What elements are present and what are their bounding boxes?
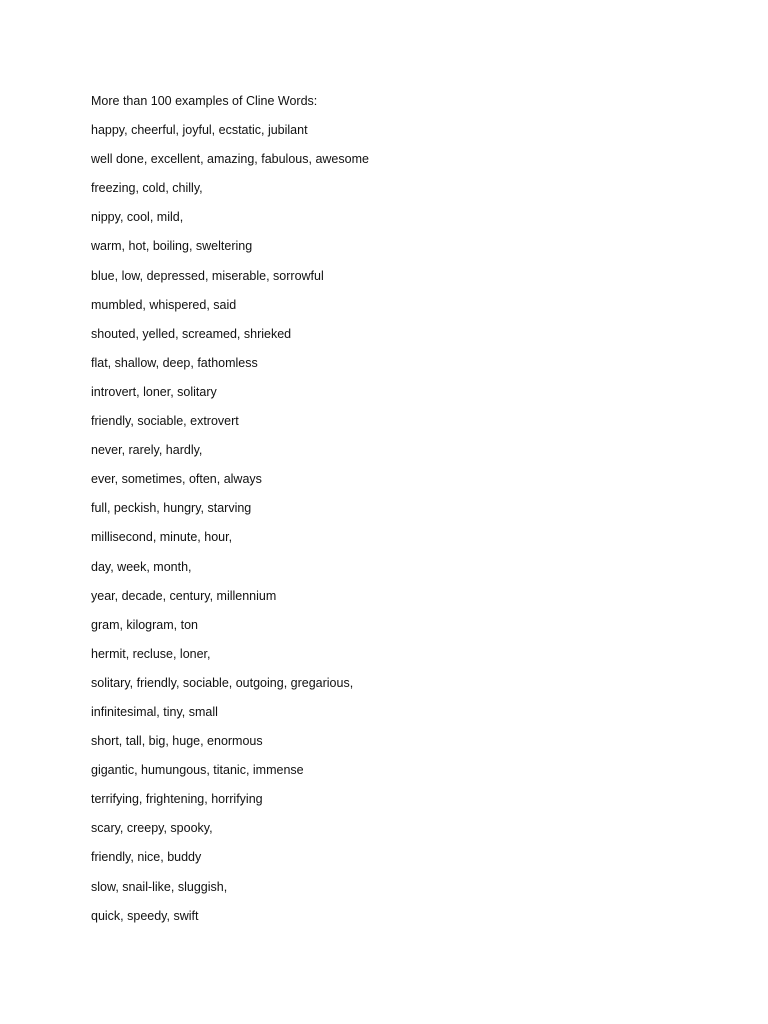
word-list-line: day, week, month, bbox=[91, 559, 192, 574]
word-list-line: scary, creepy, spooky, bbox=[91, 821, 213, 836]
word-list-line: well done, excellent, amazing, fabulous, awesome bbox=[91, 152, 369, 167]
word-list-line: solitary, friendly, sociable, outgoing, gregarious, bbox=[91, 675, 354, 690]
word-list-line: happy, cheerful, joyful, ecstatic, jubilant bbox=[91, 123, 308, 138]
word-list-line: never, rarely, hardly, bbox=[91, 443, 203, 458]
word-list-line: year, decade, century, millennium bbox=[91, 588, 277, 603]
word-list-line: hermit, recluse, loner, bbox=[91, 646, 211, 661]
document-body bbox=[91, 92, 731, 936]
word-list-line: quick, speedy, swift bbox=[91, 908, 199, 923]
word-list-line: gigantic, humungous, titanic, immense bbox=[91, 763, 304, 778]
word-list-line: short, tall, big, huge, enormous bbox=[91, 734, 263, 749]
word-list-line: introvert, loner, solitary bbox=[91, 384, 217, 399]
word-list-line: ever, sometimes, often, always bbox=[91, 472, 262, 487]
word-list-line: freezing, cold, chilly, bbox=[91, 181, 203, 196]
word-list-line: slow, snail-like, sluggish, bbox=[91, 879, 228, 894]
word-list-line: infinitesimal, tiny, small bbox=[91, 704, 218, 719]
word-list-line: warm, hot, boiling, sweltering bbox=[91, 239, 253, 254]
word-list-line: nippy, cool, mild, bbox=[91, 210, 184, 225]
word-list-line: shouted, yelled, screamed, shrieked bbox=[91, 326, 292, 341]
word-list-line: friendly, sociable, extrovert bbox=[91, 414, 239, 429]
word-list-line: flat, shallow, deep, fathomless bbox=[91, 355, 258, 370]
word-list-line: terrifying, frightening, horrifying bbox=[91, 792, 263, 807]
word-list-line: millisecond, minute, hour, bbox=[91, 530, 233, 545]
document-heading: More than 100 examples of Cline Words: bbox=[91, 94, 318, 108]
word-list-line: mumbled, whispered, said bbox=[91, 297, 237, 312]
word-list-line: friendly, nice, buddy bbox=[91, 850, 202, 865]
word-list-line: gram, kilogram, ton bbox=[91, 617, 198, 632]
word-list-line: full, peckish, hungry, starving bbox=[91, 501, 252, 516]
word-list-line: blue, low, depressed, miserable, sorrowful bbox=[91, 268, 324, 283]
